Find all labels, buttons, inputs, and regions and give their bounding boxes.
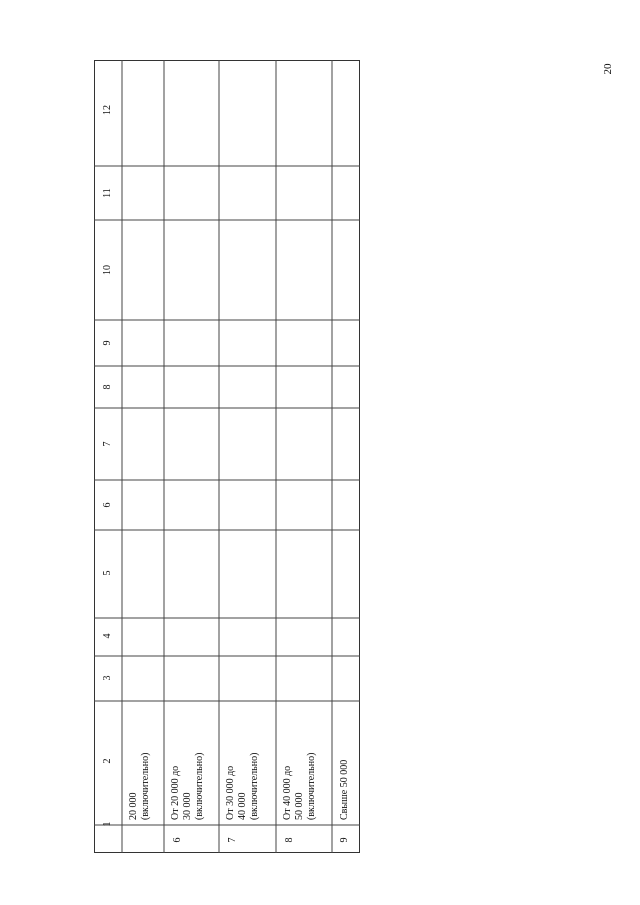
row-label: Свыше 50 000 <box>339 759 350 820</box>
col-header-7: 7 <box>102 441 113 447</box>
col-header-4: 4 <box>102 633 113 639</box>
page-number: 20 <box>602 63 614 75</box>
data-table <box>94 60 360 853</box>
row-number: 8 <box>284 837 295 843</box>
col-header-3: 3 <box>102 675 113 681</box>
row-label: От 20 000 до 30 000 (включительно) <box>170 752 205 820</box>
col-header-11: 11 <box>102 188 113 198</box>
row-number: 6 <box>172 837 183 843</box>
row-number: 9 <box>339 837 350 843</box>
row-label: От 30 000 до 40 000 (включительно) <box>225 752 260 820</box>
col-header-12: 12 <box>102 105 113 115</box>
col-header-2: 2 <box>102 758 113 764</box>
col-header-5: 5 <box>102 570 113 576</box>
row-label: От 40 000 до 50 000 (включительно) <box>282 752 317 820</box>
col-header-8: 8 <box>102 384 113 390</box>
col-header-9: 9 <box>102 340 113 346</box>
col-header-10: 10 <box>102 265 113 275</box>
col-header-6: 6 <box>102 502 113 508</box>
row-number: 7 <box>227 837 238 843</box>
col-header-1: 1 <box>102 821 113 827</box>
row-label: 20 000 (включительно) <box>128 752 151 820</box>
